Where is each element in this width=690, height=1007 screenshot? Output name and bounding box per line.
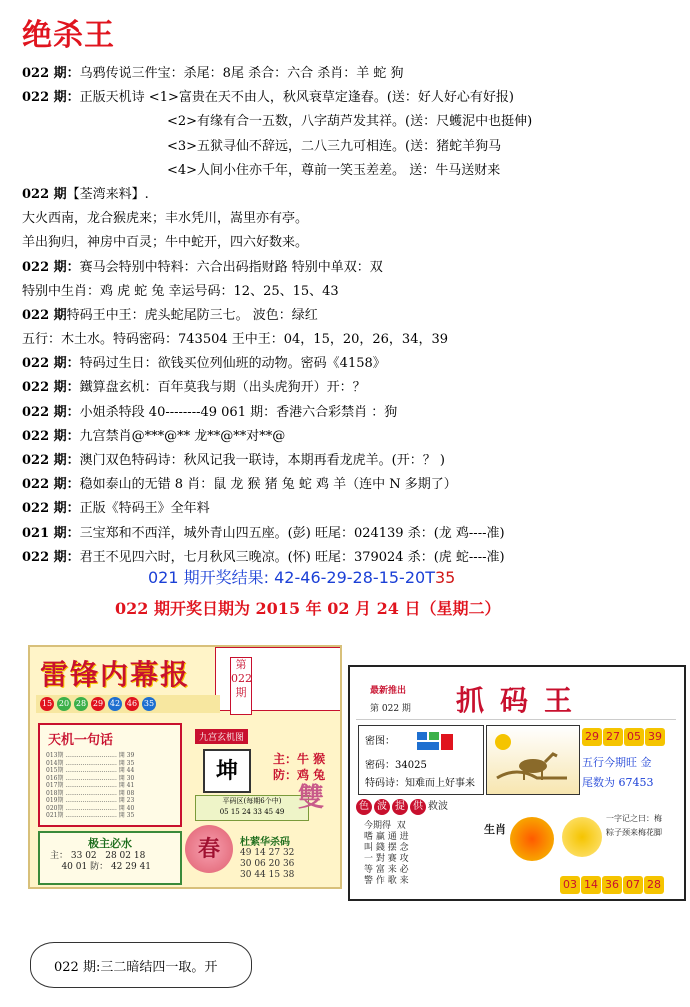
line-text: 九宫禁肖@***@** 龙**@**对**@ [79,428,286,444]
prediction-line [22,522,682,546]
number-box: 28 [644,876,664,894]
prediction-line [22,110,682,134]
line-text: 羊出狗归，神房中百灵；牛中蛇开，四六好数来。 [22,235,309,251]
line-text: 大火西南，龙合猴虎来；丰水凭川，嵩里亦有亭。 [22,211,309,227]
flower-icon: 春 [185,825,233,873]
issue-prefix: 021 期： [22,525,80,541]
line-text: 赛马会特别中特料：六合出码指财路 特别中单双：双 [79,259,383,275]
line-text: 三宝郑和不西洋，城外青山四五座。(彭) 旺尾：024139 杀：(龙 鸡----准) [79,525,505,541]
result-number: 28 [352,568,373,587]
issue-prefix: 022 期： [22,428,80,444]
line-text: 正版《特码王》全年料 [79,501,210,517]
mitu-box: 密图： 密码：34025 特码诗：知难而上好事来 [358,725,484,795]
issue-prefix: 022 期： [22,66,80,81]
issue-prefix: 022 期 [22,186,67,202]
number-box: 05 [624,728,644,746]
line-text: 特码过生日：欲钱买位列仙班的动物。密码《4158》 [79,356,386,372]
ball: 15 [40,697,54,711]
shuang-glyph: 雙 [298,783,325,813]
kun-tag: 九宫玄机图 [195,729,248,744]
line-text: <4>人间小住亦千年，尊前一笑玉差差。 送：牛马送财来 [167,162,501,178]
leifeng-neimu-panel [28,645,342,889]
prediction-lines [22,62,682,570]
zhuamawang-title: 抓码王 [456,684,589,717]
line-text: 鐵算盘玄机：百年莫我与期（出头虎狗开）开：？ [79,380,366,396]
tag: 提 [392,799,408,815]
prediction-line [22,425,682,449]
leifeng-title: 雷锋内幕报 [40,658,191,691]
note-2: 粽子颈来梅花脚 [606,828,662,837]
prediction-line [22,135,682,159]
sun-icon [510,817,554,861]
issue-prefix: 022 期： [22,477,80,493]
line-text: 特别中生肖：鸡 虎 蛇 兔 幸运号码：12、25、15、43 [22,283,339,299]
kill-row: 49 14 27 32 [240,848,295,858]
prediction-line [22,159,682,183]
issue-prefix: 022 期： [22,90,80,106]
draw-result [148,566,455,590]
result-numbers: 42-46-29-28-15-20T35 [274,568,456,587]
zhuamawang-header: 最新推出 第 022 期 抓码王 [356,673,676,720]
page-title: 绝杀王 [22,18,115,53]
result-number: 20 [404,568,426,587]
camel-image [486,725,580,795]
number-box: 07 [623,876,643,894]
line-text: 正版天机诗 <1>富贵在天不由人，秋风衰草定逢春。(送：好人好心有好报) [79,90,515,106]
issue-prefix: 022 期： [22,380,80,396]
issue-prefix: 022 期： [22,549,80,565]
number-box: 27 [603,728,623,746]
ball: 20 [57,697,71,711]
prediction-line [22,231,682,255]
number-box: 03 [560,876,580,894]
ball: 42 [108,697,122,711]
line-text: 乌鸦传说三件宝：杀尾：8尾 杀合：六合 杀肖：羊 蛇 狗 [79,66,404,81]
number-box: 36 [602,876,622,894]
jizhu-card: 极主必水 主： 33 02 28 02 18 40 01 防： 42 29 41 [38,831,182,885]
ball: 29 [91,697,105,711]
leifeng-issue: 第 022 期 [230,657,252,715]
zhuamawang-panel [348,665,686,901]
bottom-numbers [560,873,665,894]
tag-tail: 救波 [428,801,448,812]
line-text: 【荃湾来料】. [66,186,149,202]
prediction-line [22,328,682,352]
issue-prefix: 022 期： [22,453,80,468]
prediction-line [22,207,682,231]
special-prefix: T [425,568,435,587]
line-text: 稳如泰山的无错 8 肖：鼠 龙 猴 猪 兔 蛇 鸡 羊（连中 N 多期了） [79,477,457,493]
kill-row: 30 44 15 38 [240,870,295,880]
prediction-line [22,401,682,425]
special-number: 35 [434,568,456,587]
result-number: 46 [300,568,321,587]
kill-row: 30 06 20 36 [240,859,295,869]
top-numbers: 29 27 05 39 五行今期旺 金 尾数为 67453 [582,725,678,793]
number-box: 39 [645,728,665,746]
line-text: 澳门双色特码诗：秋风记我一联诗，本期再看龙虎羊。(开：？ ) [79,453,445,468]
kill-codes: 杜萦华杀码 49 14 27 32 30 06 20 36 30 44 15 38 [240,833,336,883]
zhu-fang: 主：牛 猴 防：鸡 兔 [273,752,326,782]
jizhu-header: 极主必水 [88,837,132,850]
prediction-line [22,449,682,473]
issue-prefix: 022 期： [22,404,80,420]
tianji-card: 天机一句话 013期 ........................... 開 39 014期 ........................... 開 35 015期 ........................... 開 44 016期 ........................... 開 30 017期 ........................... 開 41 018期 ........................... 開 08 019期 ........................... 開 23 020期 ........................... 開 40 021期 ........................... 開 35 [38,723,182,827]
issue-prefix: 022 期： [22,259,80,275]
issue-prefix: 022 期 [22,307,67,323]
line-text: <3>五狱寻仙不辞远，二八三九可相连。(送：猪蛇羊狗马 [167,138,502,154]
number-box: 29 [582,728,602,746]
shengxiao-label: 生肖 [484,823,506,836]
line-text: <2>有缘有合一五数，八字葫芦发其祥。(送：尺蠖泥中也挺伸) [167,114,533,130]
result-number: 29 [326,568,347,587]
issue-prefix: 022 期： [22,356,80,372]
prediction-line [22,256,682,280]
kun-grid: 平码区(每期6个中) 05 15 24 33 45 49 [195,795,309,821]
last-draw-balls [36,695,220,713]
prediction-line [22,304,682,328]
prediction-line [22,352,682,376]
prediction-line [22,62,682,86]
prediction-line [22,376,682,400]
tianji-header: 天机一句话 [48,733,114,748]
prediction-line [22,497,682,521]
result-label: 021 期开奖结果: [148,568,270,587]
result-number: 42 [274,568,295,587]
tag: 色 [356,799,372,815]
number-box: 14 [581,876,601,894]
ball: 35 [142,697,156,711]
mitu-icon [415,730,455,752]
prediction-line [22,280,682,304]
bubble-text: 022 期:三二暗结四一取。开 [54,960,218,975]
prediction-line [22,183,682,207]
issue-prefix: 022 期： [22,501,80,517]
result-number: 15 [378,568,400,587]
kun-box: 坤 [203,749,251,793]
tag: 供 [410,799,426,815]
ball: 46 [125,697,139,711]
sun-icon-2 [562,817,602,857]
note-1: 一字记之曰：梅 [606,814,662,823]
tag: 波 [374,799,390,815]
line-text: 五行：木土水。特码密码：743504 王中王：04，15，20，26，34，39 [22,332,449,348]
prediction-line [22,473,682,497]
prediction-line [22,86,682,110]
line-text: 小姐杀特段 40--------49 061 期：香港六合彩禁肖 ：狗 [79,404,398,420]
line-text: 特码王中王：虎头蛇尾防三七。 波色：绿红 [66,307,318,323]
ball: 28 [74,697,88,711]
zhuamawang-bottom [356,799,676,895]
poem-columns: 今期得 双 嗜 赢 通 进 叫 錢 摆 念 一 對 赛 攻 等 富 来 必 警 作 歌 来 [364,821,409,886]
draw-date: 022 期开奖日期为 2015 年 02 月 24 日（星期二） [115,599,501,618]
line-text: 君王不见四六时，七月秋风三晚凉。(怀) 旺尾：379024 杀：(虎 蛇----准) [79,549,505,565]
